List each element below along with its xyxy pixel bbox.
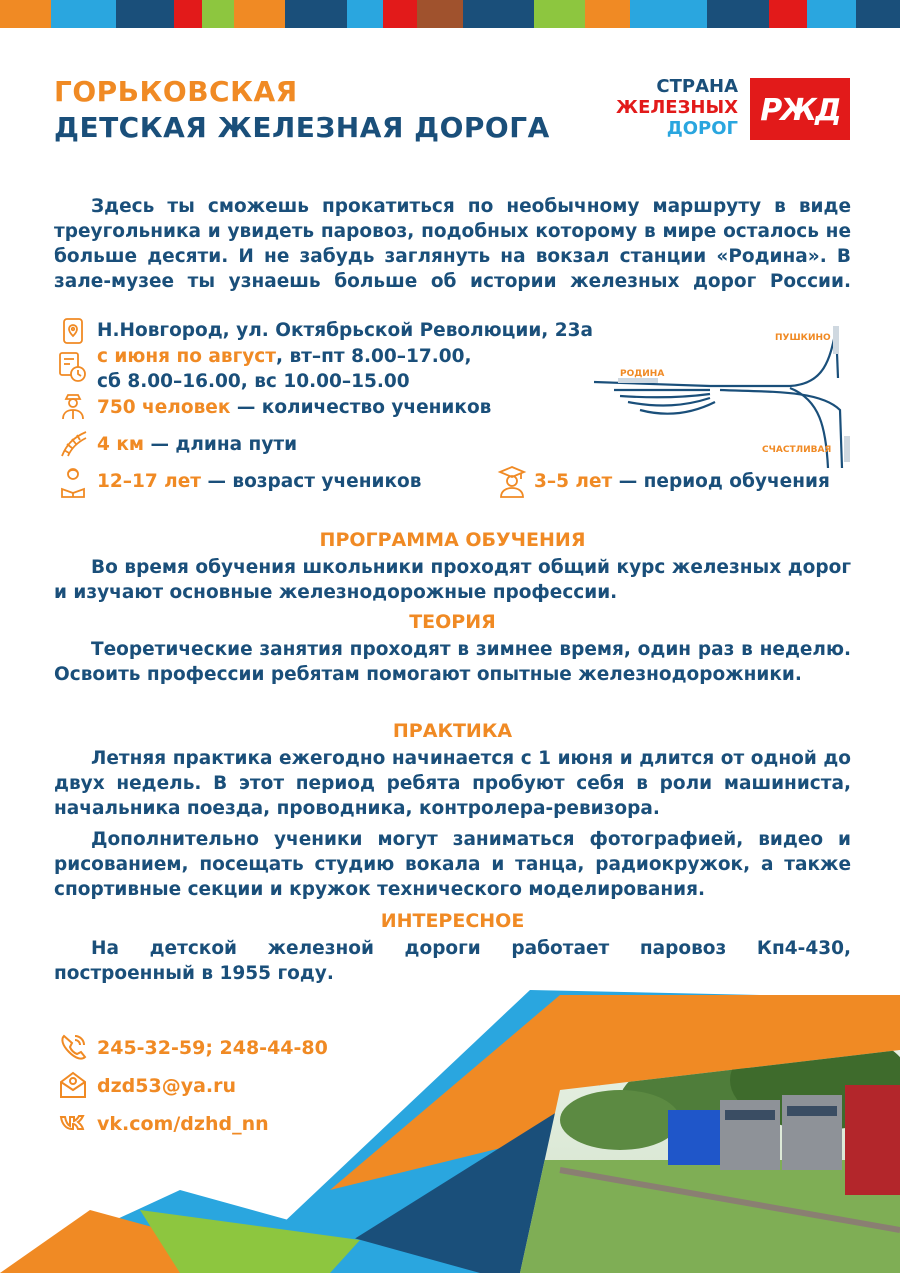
top-bar-segment bbox=[585, 0, 630, 28]
top-bar-segment bbox=[202, 0, 234, 28]
conductor-icon bbox=[58, 391, 88, 421]
season-hours: , вт–пт 8.00–17.00, bbox=[276, 346, 472, 367]
length-value: 4 км bbox=[97, 434, 144, 455]
station-schastlivaya: СЧАСТЛИВАЯ bbox=[762, 445, 832, 455]
location-icon bbox=[58, 316, 88, 346]
title-line-2: ДЕТСКАЯ ЖЕЛЕЗНАЯ ДОРОГА bbox=[54, 111, 550, 144]
station-rodina: РОДИНА bbox=[620, 369, 665, 379]
logo-line-2: ЖЕЛЕЗНЫХ bbox=[616, 97, 738, 118]
phone-numbers[interactable]: 245-32-59; 248-44-80 bbox=[97, 1037, 328, 1059]
page-title bbox=[54, 74, 550, 146]
practice-heading: ПРАКТИКА bbox=[392, 720, 513, 742]
program-paragraph: Во время обучения школьники проходят общий курс железных дорог и изучают основные железнодорожные профессии. bbox=[54, 557, 851, 603]
top-bar-segment bbox=[417, 0, 463, 28]
vk-link[interactable]: vk.com/dzhd_nn bbox=[97, 1113, 269, 1135]
top-bar-segment bbox=[285, 0, 347, 28]
period-label: — период обучения bbox=[612, 471, 830, 492]
email-link[interactable]: dzd53@ya.ru bbox=[97, 1075, 237, 1097]
age-label: — возраст учеников bbox=[201, 471, 422, 492]
top-bar-segment bbox=[51, 0, 115, 28]
vk-icon bbox=[58, 1108, 88, 1138]
top-bar-segment bbox=[707, 0, 769, 28]
season-highlight: с июня по август bbox=[97, 346, 276, 367]
top-bar-segment bbox=[174, 0, 202, 28]
top-bar-segment bbox=[534, 0, 585, 28]
age-value: 12–17 лет bbox=[97, 471, 201, 492]
interesting-heading: ИНТЕРЕСНОЕ bbox=[380, 910, 525, 932]
top-bar-segment bbox=[856, 0, 900, 28]
logo-line-1: СТРАНА bbox=[656, 76, 738, 97]
title-line-1: ГОРЬКОВСКАЯ bbox=[54, 75, 298, 108]
top-bar-segment bbox=[807, 0, 856, 28]
rzd-logo bbox=[750, 78, 850, 140]
interesting-paragraph: На детской железной дороги работает паровоз Кп4-430, построенный в 1955 году. bbox=[54, 938, 851, 984]
top-bar-segment bbox=[234, 0, 285, 28]
station-pushkino: ПУШКИНО bbox=[775, 333, 831, 343]
calendar-clock-icon bbox=[58, 350, 88, 384]
schastlivaya-platform bbox=[844, 436, 850, 462]
extra-paragraph: Дополнительно ученики могут заниматься фотографией, видео и рисованием, посещать студию вокала и танца, радиокружок, а также спортивные секции и кружок технического моделирования. bbox=[54, 829, 851, 900]
students-line bbox=[97, 395, 491, 421]
students-label: — количество учеников bbox=[230, 397, 492, 418]
season-line bbox=[97, 344, 472, 370]
period-value: 3–5 лет bbox=[534, 471, 613, 492]
length-label: — длина пути bbox=[144, 434, 298, 455]
top-bar-segment bbox=[0, 0, 51, 28]
top-bar-segment bbox=[463, 0, 534, 28]
theory-heading: ТЕОРИЯ bbox=[409, 611, 496, 633]
theory-paragraph: Теоретические занятия проходят в зимнее время, один раз в неделю. Освоить профессии ребятам помогают опытные железнодорожники. bbox=[54, 639, 851, 685]
top-bar-segment bbox=[769, 0, 808, 28]
students-count: 750 человек bbox=[97, 397, 231, 418]
student-icon bbox=[58, 465, 88, 499]
rzd-logo-text: РЖД bbox=[760, 93, 840, 128]
mail-icon bbox=[58, 1070, 88, 1100]
intro-paragraph: Здесь ты сможешь прокатиться по необычному маршруту в виде треугольника и увидеть паровоз, подобных которому в мире осталось не больше десяти. И не забудь заглянуть на вокзал станции «Родина». В зале-музее ты узнаешь больше об истории железных дорог России. bbox=[54, 196, 851, 292]
top-bar-segment bbox=[630, 0, 707, 28]
rzd-logo-mark bbox=[758, 86, 842, 132]
graduate-icon bbox=[497, 465, 527, 499]
logo-slogan bbox=[610, 76, 738, 139]
address-line: Н.Новгород, ул. Октябрьской Революции, 23а bbox=[97, 320, 593, 341]
age-line bbox=[97, 469, 421, 495]
top-bar-segment bbox=[383, 0, 416, 28]
rail-track-icon bbox=[58, 428, 88, 458]
phone-icon bbox=[58, 1032, 88, 1062]
program-heading: ПРОГРАММА ОБУЧЕНИЯ bbox=[319, 529, 586, 551]
logo-line-3: ДОРОГ bbox=[666, 118, 738, 139]
pushkino-platform bbox=[833, 326, 839, 354]
hours-line: сб 8.00–16.00, вс 10.00–15.00 bbox=[97, 371, 410, 392]
top-bar-segment bbox=[347, 0, 383, 28]
top-color-bar bbox=[0, 0, 900, 28]
top-bar-segment bbox=[116, 0, 174, 28]
length-line bbox=[97, 432, 297, 458]
practice-paragraph: Летняя практика ежегодно начинается с 1 июня и длится от одной до двух недель. В этот период ребята пробуют себя в роли машиниста, начальника поезда, проводника, контролера-ревизора. bbox=[54, 748, 851, 819]
